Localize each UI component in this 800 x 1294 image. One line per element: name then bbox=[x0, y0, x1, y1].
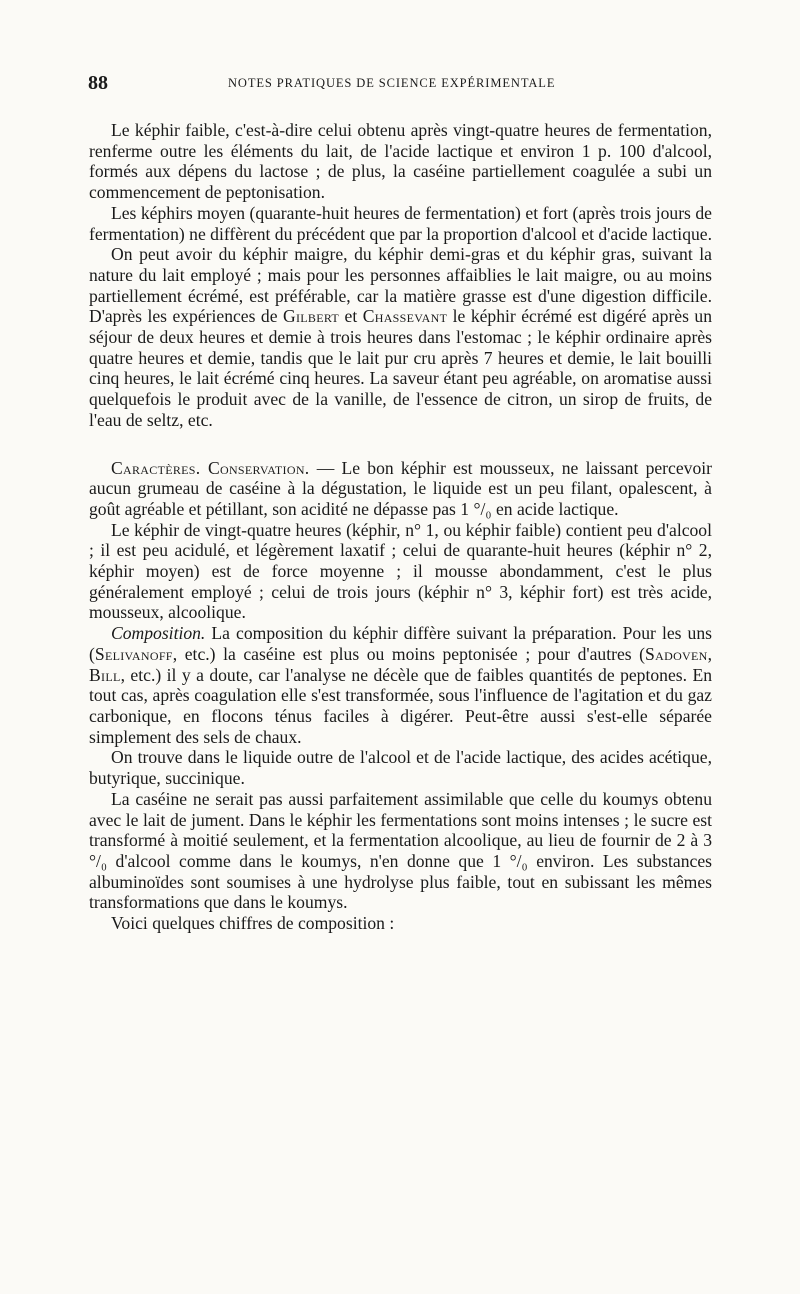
text-run: , etc.) la caséine est plus ou moins peptonisée ; pour d'autres ( bbox=[172, 643, 646, 664]
section-heading: Caractères. Conservation. bbox=[111, 457, 310, 478]
text-run: , etc.) il y a doute, car l'analyse ne décèle que de faibles quantités de peptones. En tout cas, après coagulation elle s'est transformée, sous l'influence de l'agitation et du gaz carbonique, en flocons ténus faciles à digérer. Peut-être aussi s'est-elle séparée simplement des sels de chaux. bbox=[89, 664, 712, 747]
author-name: Bill bbox=[89, 664, 121, 685]
paragraph-kephir-faible: Le képhir faible, c'est-à-dire celui obtenu après vingt-quatre heures de fermentation, renferme outre les éléments du lait, de l'acide lactique et environ 1 p. 100 d'alcool, formés aux dépens du lactose ; de plus, la caséine partiellement coagulée a subi un commencement de peptonisation. bbox=[89, 120, 712, 203]
section-gap bbox=[89, 431, 712, 458]
text-run: La composition du képhir diffère suivant la préparation. Pour les uns ( bbox=[89, 623, 712, 664]
paragraph-chiffres: Voici quelques chiffres de composition : bbox=[111, 913, 395, 934]
text-run: et bbox=[339, 306, 363, 327]
paragraph-kephir-moyen-fort: Les képhirs moyen (quarante-huit heures de fermentation) et fort (après trois jours de fermentation) ne diffèrent du précédent que par la proportion d'alcool et d'acide lactique. bbox=[89, 202, 712, 244]
text-run: On peut avoir du képhir maigre, du képhir demi-gras et du képhir gras, suivant la nature du lait employé ; mais pour les personnes affaiblies le lait maigre, ou au moins partiellement écrémé, est préférable, car la matière grasse est d'une digestion difficile. D'après les expériences de bbox=[89, 244, 712, 327]
page-number: 88 bbox=[88, 72, 108, 94]
subsection-label: Composition. bbox=[111, 623, 206, 644]
author-name: Sadoven bbox=[645, 643, 708, 664]
paragraph-kephir-maigre bbox=[89, 244, 712, 430]
text-run: , bbox=[707, 643, 712, 664]
text-run: — Le bon képhir est mousseux, ne laissant percevoir aucun grumeau de caséine à la dégustation, le liquide est un peu filant, opalescent, à goût agréable et pétillant, son acidité ne dépasse pas 1 °/₀ en acide lactique. bbox=[89, 457, 712, 519]
paragraph-types-kephir: Le képhir de vingt-quatre heures (képhir, n° 1, ou képhir faible) contient peu d'alcool ; il est peu acidulé, et légèrement laxatif ; celui de quarante-huit heures (képhir n° 2, képhir moyen) est de force moyenne ; il mousse abondamment, c'est le plus généralement employé ; celui de trois jours (képhir n° 3, képhir fort) est très acide, mousseux, alcoolique. bbox=[89, 519, 712, 623]
paragraph-koumys: La caséine ne serait pas aussi parfaitement assimilable que celle du koumys obtenu avec le lait de jument. Dans le képhir les fermentations sont moins intenses ; le sucre est transformé à moitié seulement, et la fermentation alcoolique, au lieu de fournir de 2 à 3 °/₀ d'alcool comme dans le koumys, n'en donne que 1 °/₀ environ. Les substances albuminoïdes sont soumises à une hydrolyse plus faible, tout en subissant les mêmes transformations que dans le koumys. bbox=[89, 788, 712, 913]
text-run: le képhir écrémé est digéré après un séjour de deux heures et demie à trois heures dans l'estomac ; le képhir ordinaire après quatre heures et demie, tandis que le lait pur cru après 7 heures et demie, le lait bouilli cinq heures, le lait écrémé cinq heures. La saveur étant peu agréable, on aromatise aussi quelquefois le produit avec de la vanille, de l'essence de citron, un sirop de fruits, de l'eau de seltz, etc. bbox=[89, 306, 713, 430]
paragraph-composition bbox=[89, 623, 712, 747]
running-title: NOTES PRATIQUES DE SCIENCE EXPÉRIMENTALE bbox=[228, 76, 556, 90]
author-name: Gilbert bbox=[282, 306, 340, 327]
author-name: Chassevant bbox=[362, 306, 448, 327]
paragraph-caracteres bbox=[89, 458, 712, 520]
page-body bbox=[89, 120, 712, 934]
author-name: Selivanoff bbox=[94, 643, 173, 664]
page-header bbox=[88, 72, 708, 100]
paragraph-acides: On trouve dans le liquide outre de l'alcool et de l'acide lactique, des acides acétique, butyrique, succinique. bbox=[89, 747, 712, 789]
